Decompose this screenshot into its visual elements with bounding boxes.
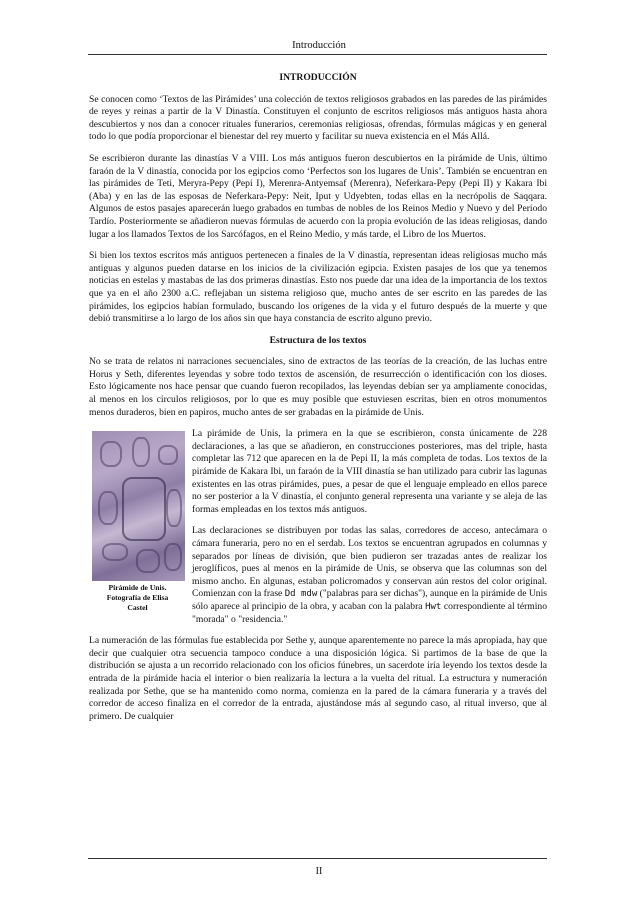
page-number: II — [315, 866, 323, 877]
intro-paragraph-3: Si bien los textos escritos más antiguos pertenecen a finales de la V dinastía, representan ideas religiosas mucho más antiguas y algunos pueden datarse en los inicios de la civilización egipcia. Existen pasajes de los que ya tenemos noticias en estelas y mastabas de las dos primeras dinastías. Esto nos puede dar una idea de la importancia de los textos que ya en el año 2300 a.C. reflejaban un sistema religioso que, mucho antes de ser escrito en las paredes de las pirámides, los egipcios habían formulado, buscando los orígenes de la vida y el futuro después de la muerte y que debió transmitirse a lo largo de los años sin que haya constancia de escrito alguno previo. — [89, 250, 547, 325]
page-body — [89, 72, 547, 732]
transliteration-hwt: Hwt — [425, 601, 442, 612]
figure-paragraph-2: Las declaraciones se distribuyen por todas las salas, corredores de acceso, antecámara o cámara funeraria, pero no en el serdab. Los textos se encuentran agrupados en columnas y separados por líneas de división, que bien pudieron ser trazadas antes de realizar los jeroglíficos, pues al menos en la pirámide de Unis, se observa que las columnas son del mismo ancho. En algunas, estaban policromados y conservan aún restos del color original. Comienzan con la frase Dd mdw ("palabras para ser dichas"), aunque en la pirámide de Unis sólo aparece al principio de la obra, y acaban con la palabra Hwt correspondiente al término "morada" o "residencia." — [192, 525, 547, 625]
pyramid-photo — [92, 431, 185, 581]
intro-paragraph-1: Se conocen como ‘Textos de las Pirámides’ una colección de textos religiosos grabados en las paredes de las pirámides de reyes y reinas a partir de la V Dinastía. Constituyen el conjunto de escritos religiosos más antiguos hasta ahora descubiertos y nos dan a conocer rituales funerarios, ceremonias religiosas, ofrendas, fórmulas mágicas y en general todo lo que podía proporcionar el bienestar del rey muerto y facilitar su nueva existencia en el Más Allá. — [89, 93, 547, 143]
structure-paragraph: No se trata de relatos ni narraciones secuenciales, sino de extractos de las teorías de la creación, de las luchas entre Horus y Seth, diferentes leyendas y sobre todo textos de ascensión, de resurrección o identificación con los dioses. Esto lógicamente nos hace pensar que cuando fueron recopilados, las leyendas debían ser ya ampliamente conocidas, al menos en los círculos religiosos, por lo que es muy posible que estuviesen escritas, bien en otros monumentos menos duraderos, bien en papiros, mucho antes de ser grabadas en la pirámide de Unis. — [89, 356, 547, 418]
subsection-heading: Estructura de los textos — [269, 334, 367, 346]
intro-paragraph-2: Se escribieron durante las dinastías V a VIII. Los más antiguos fueron descubiertos en la pirámide de Unis, último faraón de la V dinastía, conocida por los egipcios como ‘Perfectos son los lugares de Unis’. También se encuentran en las pirámides de Teti, Meryra-Pepy (Pepi I), Merenra-Antyemsaf (Merenra), Neferkara-Pepy (Pepi II) y Kakara Ibi (Aba) y en las de las esposas de Neferkara-Pepy: Neit, Iput y Udyebten, todas ellas en la necrópolis de Saqqara. Algunos de estos pasajes aparecerán luego grabados en tumbas de nobles de los Reinos Medio y Nuevo y del Período Tardío. Posteriormente se añadieron nuevas fórmulas de acuerdo con la propia evolución de las ideas religiosas, dando lugar a los llamados Textos de los Sarcófagos, en el Reino Medio, y más tarde, el Libro de los Muertos. — [89, 152, 547, 240]
figure-caption: Pirámide de Unis. Fotografía de Elisa Castel — [106, 583, 169, 613]
running-header: Introducción — [292, 40, 346, 51]
transliteration-dd-mdw: Dd mdw — [284, 589, 318, 600]
footer-rule — [88, 858, 547, 859]
final-paragraph: La numeración de las fórmulas fue establecida por Sethe y, aunque aparentemente no parece la más apropiada, hay que decir que cualquier otra secuencia tampoco conduce a una disposición lógica. Si partimos de la base de que la distribución se ajusta a un recorrido relacionado con los oficios fúnebres, un sacerdote iría leyendo los textos desde la entrada de la pirámide hacia el interior o bien realizaría la lectura a la vuelta del ritual. La estructura y numeración realizada por Sethe, que se ha mantenido como norma, comienza en la pared de la cámara funeraria y a través del corredor de acceso finaliza en el corredor de la entrada, ajustándose más al segundo caso, al ritual inverso, que al primero. De cualquier — [89, 635, 547, 722]
header-rule — [88, 54, 547, 55]
figure-paragraph-1: La pirámide de Unis, la primera en la que se escribieron, consta únicamente de 228 declaraciones, a las que se añadieron, en construcciones posteriores, mas del triple, hasta completar las 712 que aparecen en la de Pepi II, la más completa de todas. Los textos de la pirámide de Kakara Ibi, un faraón de la VIII dinastía se han utilizado para cubrir las lagunas existentes en las otras pirámides, pues, a pesar de que el lenguaje empleado en ellos parece no ser posterior a la V dinastía, el conjunto general representa una variante y se aleja de las formas empleadas en los textos más antiguos. — [192, 428, 547, 515]
section-heading: INTRODUCCIÓN — [279, 72, 357, 83]
pyramid-figure — [89, 431, 186, 613]
